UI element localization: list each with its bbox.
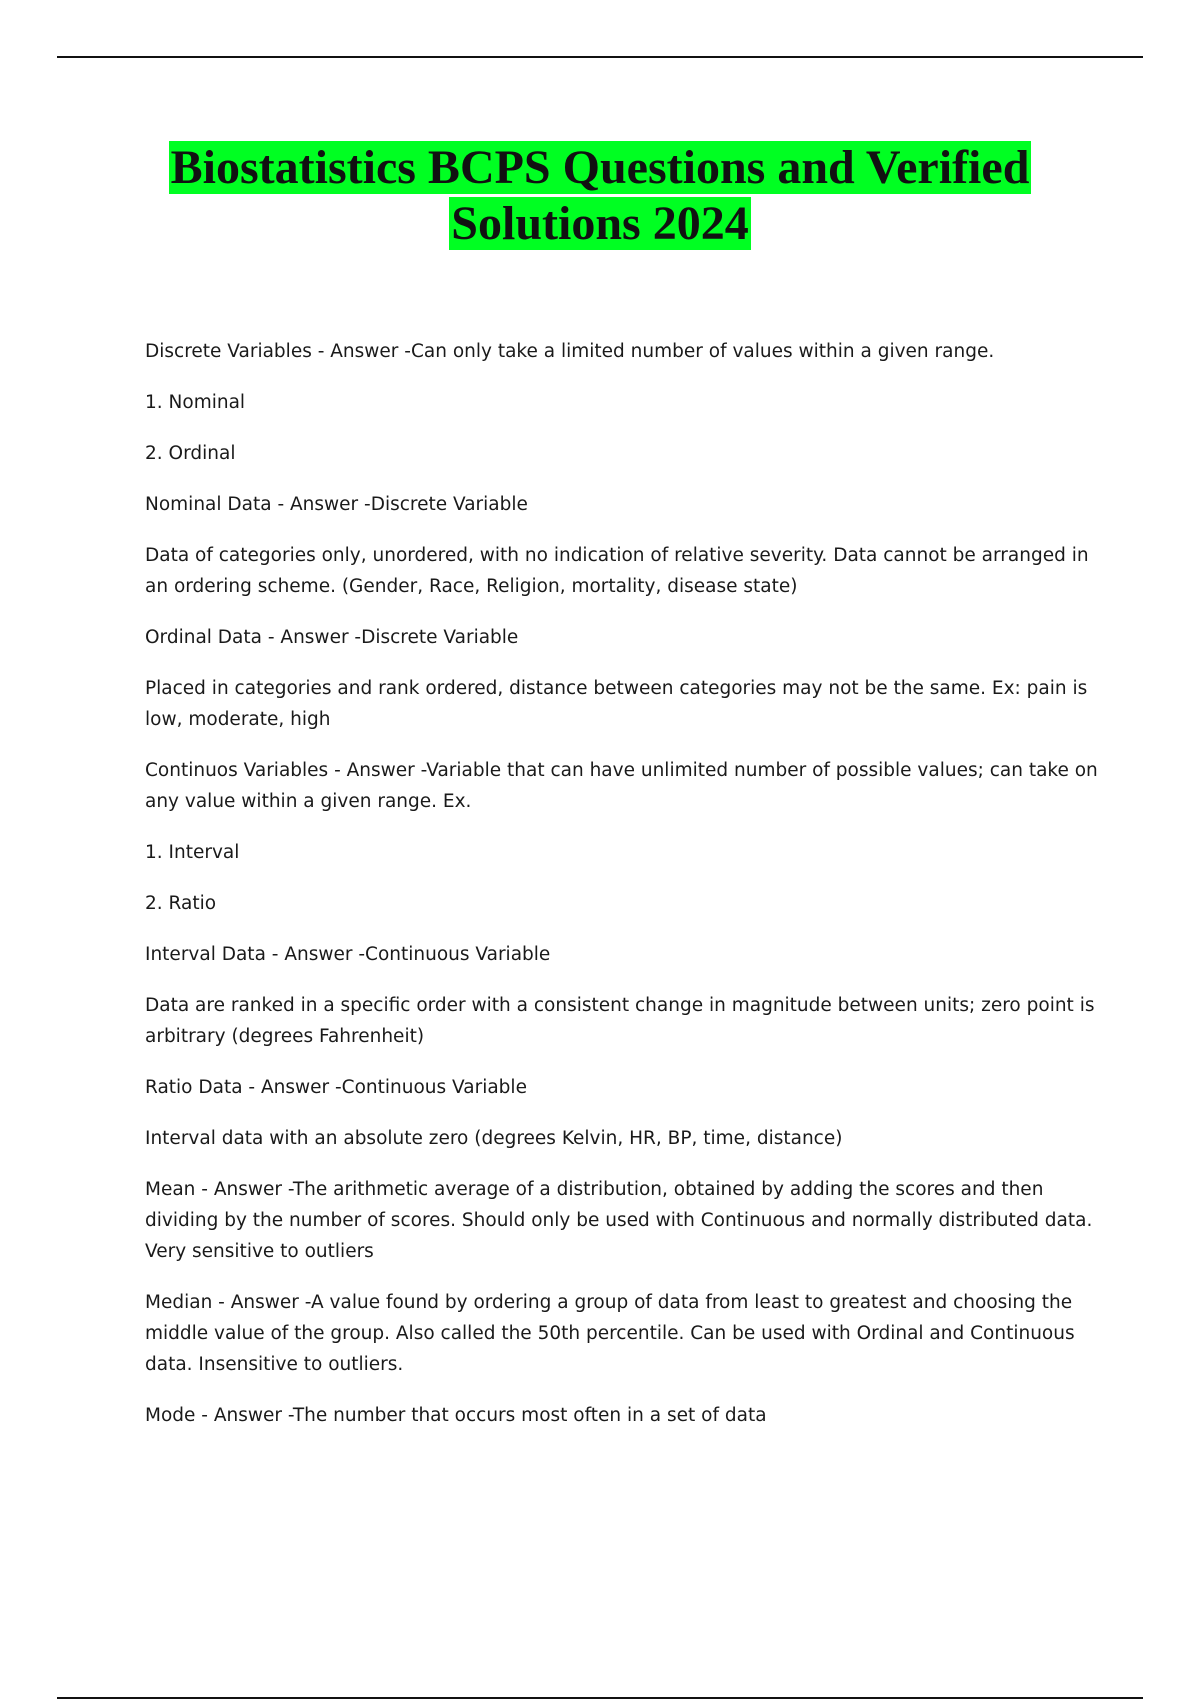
paragraph: 1. Interval (145, 842, 240, 863)
paragraph: Data of categories only, unordered, with no indication of relative severity. Data cannot be arranged in an ordering scheme. (Gender, Race, Religion, mortality, disease state) (145, 545, 1089, 597)
paragraph: Ratio Data - Answer -Continuous Variable (145, 1077, 527, 1098)
paragraph: Data are ranked in a specific order with a consistent change in magnitude between units; zero point is arbitrary (degrees Fahrenheit) (145, 995, 1095, 1047)
top-rule (57, 56, 1143, 58)
document-title (0, 140, 1200, 252)
document-body (145, 336, 1100, 1451)
title-line-1: Biostatistics BCPS Questions and Verified (170, 141, 1030, 194)
bottom-rule (57, 1697, 1143, 1699)
paragraph: Discrete Variables - Answer -Can only take a limited number of values within a given range. (145, 341, 995, 362)
paragraph: 1. Nominal (145, 392, 246, 413)
paragraph: Interval Data - Answer -Continuous Variable (145, 944, 551, 965)
paragraph: Mean - Answer -The arithmetic average of a distribution, obtained by adding the scores and then dividing by the number of scores. Should only be used with Continuous and normally distributed data. Very sensitive to outliers (145, 1179, 1093, 1262)
paragraph: Interval data with an absolute zero (degrees Kelvin, HR, BP, time, distance) (145, 1128, 843, 1149)
paragraph: Median - Answer -A value found by ordering a group of data from least to greatest and choosing the middle value of the group. Also called the 50th percentile. Can be used with Ordinal and Continuous data. Insensitive to outliers. (145, 1292, 1075, 1375)
paragraph: Mode - Answer -The number that occurs most often in a set of data (145, 1405, 767, 1426)
paragraph: 2. Ordinal (145, 443, 236, 464)
title-line-2: Solutions 2024 (451, 197, 749, 250)
paragraph: Continuos Variables - Answer -Variable that can have unlimited number of possible values; can take on any value within a given range. Ex. (145, 760, 1098, 812)
paragraph: Placed in categories and rank ordered, distance between categories may not be the same. Ex: pain is low, moderate, high (145, 678, 1088, 730)
paragraph: Nominal Data - Answer -Discrete Variable (145, 494, 528, 515)
paragraph: Ordinal Data - Answer -Discrete Variable (145, 627, 519, 648)
paragraph: 2. Ratio (145, 893, 217, 914)
